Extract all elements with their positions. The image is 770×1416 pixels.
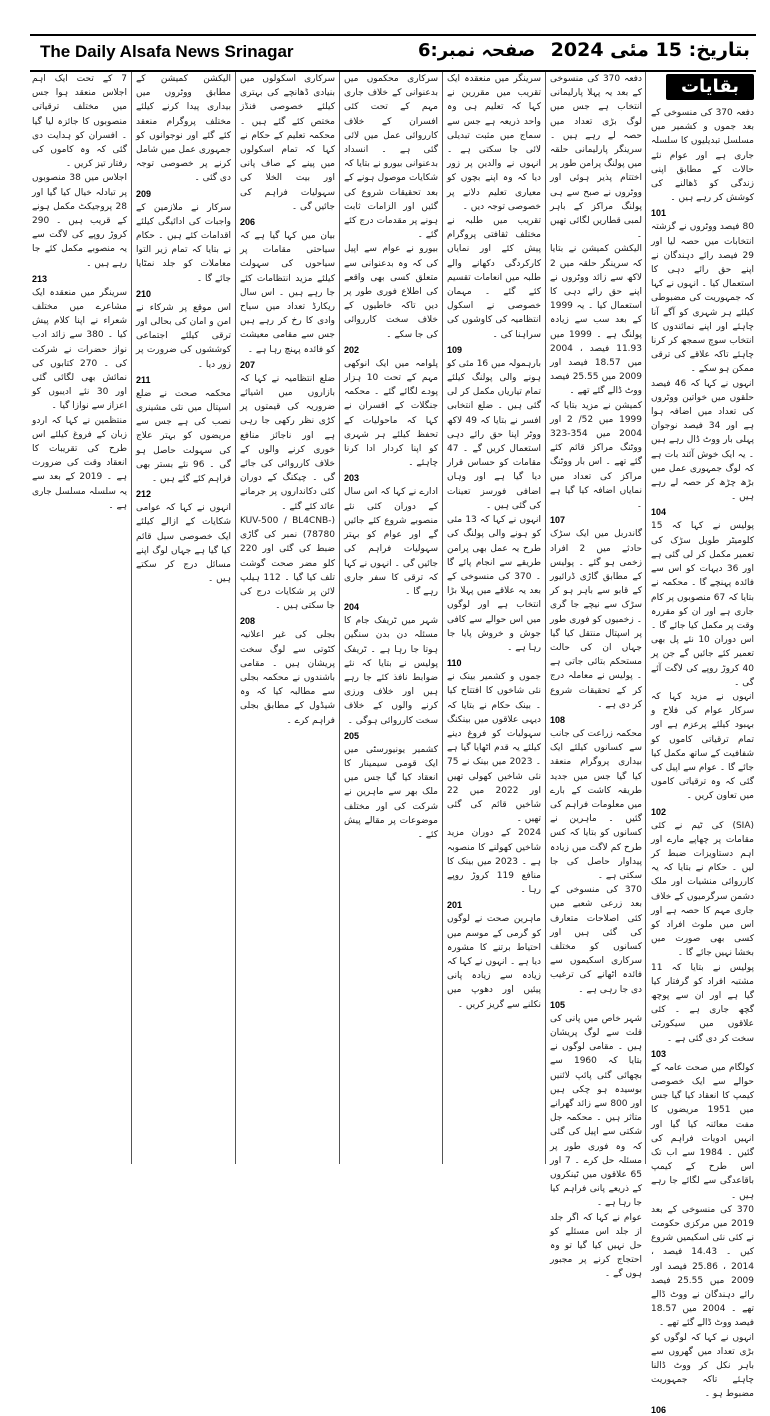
masthead bbox=[30, 34, 756, 72]
article-paragraph: الیکشن کمیشن نے بتایا کہ سرینگر حلقہ میں 2 لاکھ سے زائد ووٹروں نے اپنے حق رائے دہی کا استعمال کیا ۔ یہ 1999 کے بعد سب سے زیادہ پولنگ ہے ۔ 1999 میں 11.93 فیصد ، 2004 میں 18.57 فیصد اور 2009 میں 25.55 فیصد ووٹ ڈالے گئے تھے ۔ bbox=[550, 244, 643, 397]
article-paragraph: سرکار نے ملازمین کے واجبات کی ادائیگی کیلئے اقدامات کئے ہیں ۔ حکام نے بتایا کہ تمام زیر التوا معاملات کو جلد نمٹایا جائے گا ۔ bbox=[136, 202, 231, 284]
article-paragraph: دفعہ 370 کی منسوخی کے بعد یہ پہلا پارلیمانی انتخاب ہے جس میں لوگ بڑی تعداد میں حصہ لے رہے ہیں ۔ سرینگر پارلیمانی حلقہ میں پولنگ پرامن طور پر اختتام پذیر ہوئی اور ووٹروں نے صبح سے ہی پولنگ مراکز کے باہر لمبی قطاریں لگائی تھیں ۔ bbox=[550, 74, 642, 241]
article-number: 203 bbox=[344, 473, 360, 484]
article-paragraph: تقریب میں طلبہ نے مختلف ثقافتی پروگرام پیش کئے اور نمایاں کارکردگی دکھانے والے طلبہ میں انعامات تقسیم کئے گئے ۔ مہمان خصوصی نے اسکول انتظامیہ کی کاوشوں کی سراہنا کی ۔ bbox=[447, 216, 541, 340]
article-paragraph: (KUV-500 / BL4CNB-78780) نمبر کی گاڑی ضبط کی گئی اور 220 کلو مضر صحت گوشت تلف کیا گیا ۔ 112 ہیلپ لائن پر شکایات درج کی جا سکتی ہیں ۔ bbox=[240, 515, 335, 612]
article-paragraph: بیان میں کہا گیا ہے کہ سیاحتی مقامات پر سیاحوں کی سہولت کیلئے مزید انتظامات کئے جا رہے ہیں ۔ اس سال ریکارڈ تعداد میں سیاح وادی کا رخ کر رہے ہیں جس سے مقامی معیشت کو فائدہ پہنچ رہا ہے ۔ bbox=[240, 231, 335, 355]
article-number: 211 bbox=[136, 374, 151, 385]
article-paragraph: جموں و کشمیر بینک نے نئی شاخوں کا افتتاح کیا ۔ بینک حکام نے بتایا کہ دیہی علاقوں میں بینکنگ سہولیات کو فروغ دینے کیلئے یہ قدم اٹھایا گیا ہے ۔ 2023 میں بینک نے 75 نئی شاخیں کھولی تھیں اور 2022 میں 22 شاخیں قائم کی گئی تھیں ۔ bbox=[447, 672, 541, 825]
article-number: 208 bbox=[240, 616, 256, 627]
article-number: 109 bbox=[447, 344, 463, 355]
article-paragraph: ادارے نے کہا کہ اس سال کے دوران کئی نئے منصوبے شروع کئے جائیں گے اور عوام کو بہتر سہولیات فراہم کی جائیں گی ۔ انہوں نے کہا کہ ترقی کا سفر جاری رہے گا ۔ bbox=[344, 487, 438, 597]
column-7 bbox=[32, 72, 127, 1164]
column-1 bbox=[651, 72, 755, 1415]
newspaper-page bbox=[30, 34, 756, 1415]
article-paragraph: الیکشن کمیشن کے مطابق ووٹروں میں بیداری پیدا کرنے کیلئے مختلف پروگرام منعقد کئے گئے اور نوجوانوں کو جمہوری عمل میں شامل کرنے پر خصوصی توجہ دی گئی ۔ bbox=[136, 74, 231, 184]
article-number: 212 bbox=[136, 489, 152, 500]
article-number: 202 bbox=[344, 344, 360, 355]
column-divider bbox=[545, 72, 546, 1164]
article-paragraph: کولگام میں صحت عامہ کے حوالے سے ایک خصوصی کیمپ کا انعقاد کیا گیا جس میں 1951 مریضوں کا مفت معائنہ کیا گیا اور انہیں ادویات فراہم کی گئیں ۔ 1984 سے اب تک اس طرح کے کیمپ باقاعدگی سے لگائے جا رہے ہیں ۔ bbox=[651, 1062, 754, 1201]
article-number: 102 bbox=[651, 806, 667, 817]
article-number: 101 bbox=[651, 208, 667, 219]
article-paragraph: گاندربل میں ایک سڑک حادثے میں 2 افراد زخمی ہو گئے ۔ پولیس کے مطابق گاڑی ڈرائیور کے قابو سے باہر ہو کر سڑک سے نیچے جا گری ۔ زخمیوں کو فوری طور پر اسپتال منتقل کیا گیا جہاں ان کی حالت مستحکم بتائی جاتی ہے ۔ پولیس نے معاملہ درج کر کے تحقیقات شروع کر دی ہے ۔ bbox=[550, 529, 643, 710]
page-number: صفحہ نمبر:6 bbox=[418, 40, 536, 61]
article-paragraph: انہوں نے کہا کہ 46 فیصد حلقوں میں خواتین ووٹروں کی تعداد میں اضافہ ہوا ہے اور 34 فیصد نوجوان پہلی بار ووٹ ڈال رہے ہیں ۔ یہ ایک خوش آئند بات ہے کہ لوگ جمہوری عمل میں بڑھ چڑھ کر حصہ لے رہے ہیں ۔ bbox=[651, 378, 755, 503]
article-paragraph: سرینگر میں منعقدہ ایک مشاعرے میں مختلف شعراء نے اپنا کلام پیش کیا ۔ 380 سے زائد ادب نواز حضرات نے شرکت کی ۔ 270 کتابوں کی نمائش بھی لگائی گئی اور 30 نئے ادیبوں کو اعزاز سے نوازا گیا ۔ bbox=[32, 287, 128, 412]
article-paragraph: ضلع انتظامیہ نے کہا کہ بازاروں میں اشیائے ضروریہ کی قیمتوں پر کڑی نظر رکھی جا رہی ہے اور ناجائز منافع خوری کرنے والوں کے خلاف کارروائی کی جائے گی ۔ چیکنگ کے دوران کئی دکانداروں پر جرمانے عائد کئے گئے ۔ bbox=[240, 373, 335, 512]
newspaper-title: The Daily Alsafa News Srinagar bbox=[40, 42, 294, 61]
article-paragraph: ماہرین صحت نے لوگوں کو گرمی کے موسم میں احتیاط برتنے کا مشورہ دیا ہے ۔ انہوں نے کہا کہ زیادہ سے زیادہ پانی پیئیں اور دھوپ میں نکلنے سے گریز کریں ۔ bbox=[447, 914, 541, 1010]
column-5 bbox=[240, 72, 335, 1164]
article-number: 210 bbox=[136, 288, 152, 299]
column-6 bbox=[136, 72, 231, 1164]
article-number: 104 bbox=[651, 507, 667, 518]
column-2 bbox=[550, 72, 643, 1280]
article-number: 207 bbox=[240, 359, 256, 370]
article-paragraph: 80 فیصد ووٹروں نے گزشتہ انتخابات میں حصہ لیا اور 29 فیصد رائے دہندگان نے اپنے حق رائے دہی کا استعمال کیا ۔ انہوں نے کہا کہ جمہوریت کی مضبوطی کیلئے ہر شہری کو آگے آنا چاہئے اور اپنے نمائندوں کا انتخاب سوچ سمجھ کر کرنا چاہئے تاکہ علاقے کی ترقی ممکن ہو سکے ۔ bbox=[651, 222, 754, 375]
column-divider bbox=[235, 72, 236, 1164]
article-number: 107 bbox=[550, 515, 566, 526]
article-paragraph: سرکاری اسکولوں میں بنیادی ڈھانچے کی بہتری کیلئے خصوصی فنڈز مختص کئے گئے ہیں ۔ محکمہ تعلیم کے حکام نے کہا کہ تمام اسکولوں میں پینے کے صاف پانی اور بیت الخلا کی سہولیات فراہم کی جائیں گی ۔ bbox=[240, 74, 335, 212]
article-paragraph: عوام نے کہا کہ اگر جلد از جلد اس مسئلے کو حل نہیں کیا گیا تو وہ احتجاج کرنے پر مجبور ہوں گے ۔ bbox=[550, 1212, 642, 1280]
column-divider bbox=[131, 72, 132, 1164]
article-paragraph: (SIA) کی ٹیم نے کئی مقامات پر چھاپے مارے اور اہم دستاویزات ضبط کر لیں ۔ حکام نے بتایا کہ یہ کارروائی منشیات اور ملک دشمن سرگرمیوں کے خلاف جاری مہم کا حصہ ہے اور اس میں ملوث افراد کو کسی بھی صورت میں بخشا نہیں جائے گا ۔ bbox=[651, 820, 754, 959]
columns bbox=[30, 72, 756, 1415]
article-paragraph: 7 کے تحت ایک اہم اجلاس منعقد ہوا جس میں مختلف ترقیاتی منصوبوں کا جائزہ لیا گیا ۔ افسران کو ہدایت دی گئی کہ وہ کاموں کی رفتار تیز کریں ۔ bbox=[32, 74, 127, 170]
column-divider bbox=[339, 72, 340, 1164]
article-paragraph: پولیس نے بتایا کہ 11 مشتبہ افراد کو گرفتار کیا گیا ہے اور ان سے پوچھ گچھ جاری ہے ۔ کئی علاقوں میں سیکورٹی سخت کر دی گئی ہے ۔ bbox=[651, 962, 754, 1044]
column-3 bbox=[447, 72, 541, 1164]
article-paragraph: 370 کی منسوخی کے بعد 2019 میں مرکزی حکومت نے کئی نئی اسکیمیں شروع کیں ۔ 14.43 فیصد ، 2014 ، 25.86 فیصد اور 2009 میں 25.55 فیصد رائے دہندگان نے ووٹ ڈالے تھے ۔ 2004 میں 18.57 فیصد ووٹ ڈالے گئے تھے ۔ bbox=[651, 1204, 755, 1329]
article-paragraph: دفعہ 370 کی منسوخی کے بعد جموں و کشمیر میں مسلسل تبدیلیوں کا سلسلہ جاری ہے اور عوام نئے حالات کے مطابق اپنی زندگی کو ڈھالنے کی کوشش کر رہے ہیں ۔ bbox=[651, 108, 754, 204]
article-paragraph: کشمیر یونیورسٹی میں ایک قومی سیمینار کا انعقاد کیا گیا جس میں ملک بھر سے ماہرین نے شرکت کی اور مختلف موضوعات پر مقالے پیش کئے ۔ bbox=[344, 744, 438, 840]
article-paragraph: پولیس نے کہا کہ 15 کلومیٹر طویل سڑک کی تعمیر مکمل کر لی گئی ہے اور 36 دیہات کو اس سے فائدہ پہنچے گا ۔ محکمہ نے بتایا کہ 67 منصوبوں پر کام جاری ہے اور ان کو مقررہ وقت پر مکمل کیا جائے گا ۔ اس دوران 10 نئے پل بھی تعمیر کئے جائیں گے جن پر 40 کروڑ روپے کی لاگت آئے گی ۔ bbox=[651, 521, 754, 688]
article-paragraph: اجلاس میں 38 منصوبوں پر تبادلہ خیال کیا گیا اور 28 پروجیکٹ مکمل ہونے کے قریب ہیں ۔ 290 کروڑ روپے کی لاگت سے یہ منصوبے مکمل کئے جا رہے ہیں ۔ bbox=[32, 173, 127, 269]
column-4 bbox=[344, 72, 438, 1164]
article-paragraph: پلوامہ میں ایک انوکھی مہم کے تحت 10 ہزار پودے لگائے گئے ۔ محکمہ جنگلات کے افسران نے کہا کہ ماحولیات کے تحفظ کیلئے ہر شہری کو اپنا کردار ادا کرنا چاہئے ۔ bbox=[344, 358, 438, 469]
article-paragraph: سرینگر میں منعقدہ ایک تقریب میں مقررین نے کہا کہ تعلیم ہی وہ واحد ذریعہ ہے جس سے سماج میں مثبت تبدیلی لائی جا سکتی ہے ۔ انہوں نے والدین پر زور دیا کہ وہ اپنے بچوں کو معیاری تعلیم دلانے پر خصوصی توجہ دیں ۔ bbox=[447, 74, 541, 212]
article-paragraph: محکمہ زراعت کی جانب سے کسانوں کیلئے ایک بیداری پروگرام منعقد کیا گیا جس میں جدید طریقہ کاشت کے بارے میں معلومات فراہم کی گئیں ۔ ماہرین نے کسانوں کو بتایا کہ کس طرح کم لاگت میں زیادہ پیداوار حاصل کی جا سکتی ہے ۔ bbox=[550, 728, 642, 881]
article-paragraph: سرکاری محکموں میں بدعنوانی کے خلاف جاری مہم کے تحت کئی افسران کے خلاف کارروائی عمل میں لائی گئی ہے ۔ انسداد بدعنوانی بیورو نے بتایا کہ شکایات موصول ہونے کے بعد تحقیقات شروع کی گئیں اور الزامات ثابت ہونے پر مقدمات درج کئے گئے ۔ bbox=[344, 74, 438, 241]
article-number: 206 bbox=[240, 217, 256, 228]
article-number: 103 bbox=[651, 1048, 667, 1059]
article-paragraph: انہوں نے کہا کہ 13 مئی کو ہونے والی پولنگ کی طرح یہ عمل بھی پرامن طریقے سے انجام پائے گا ۔ 370 کی منسوخی کے بعد یہ علاقے میں پہلا بڑا انتخاب ہے اور لوگوں میں اس حوالے سے کافی جوش و خروش پایا جا رہا ہے ۔ bbox=[447, 515, 541, 653]
article-number: 205 bbox=[344, 730, 360, 741]
article-paragraph: محکمہ صحت نے ضلع اسپتال میں نئی مشینری نصب کی ہے جس سے مریضوں کو بہتر علاج کی سہولت حاصل ہو گی ۔ 96 نئے بستر بھی فراہم کئے گئے ہیں ۔ bbox=[136, 388, 232, 485]
article-number: 108 bbox=[550, 714, 566, 725]
article-number: 204 bbox=[344, 602, 360, 613]
article-paragraph: بیورو نے عوام سے اپیل کی کہ وہ بدعنوانی سے متعلق کسی بھی واقعے کی اطلاع فوری طور پر دیں تاکہ خاطیوں کے خلاف سخت کارروائی کی جا سکے ۔ bbox=[344, 244, 438, 340]
article-paragraph: انہوں نے کہا کہ لوگوں کو بڑی تعداد میں گھروں سے باہر نکل کر ووٹ ڈالنا چاہئے تاکہ جمہوریت مضبوط ہو ۔ bbox=[651, 1332, 754, 1400]
publication-date: بتاریخ: 15 مئی 2024 bbox=[550, 39, 750, 61]
column-divider bbox=[645, 72, 646, 1164]
article-paragraph: انہوں نے کہا کہ عوامی شکایات کے ازالے کیلئے ایک خصوصی سیل قائم کیا گیا ہے جہاں لوگ اپنے مسائل درج کر سکتے ہیں ۔ bbox=[136, 503, 231, 585]
article-paragraph: 2024 کے دوران مزید شاخیں کھولنے کا منصوبہ ہے ۔ 2023 میں بینک کا منافع 119 کروڑ روپے رہا ۔ bbox=[447, 828, 541, 896]
article-number: 209 bbox=[136, 188, 152, 199]
section-title: بقایات bbox=[666, 74, 754, 100]
article-paragraph: شہر میں ٹریفک جام کا مسئلہ دن بدن سنگین ہوتا جا رہا ہے ۔ ٹریفک پولیس نے بتایا کہ نئے ضوابط نافذ کئے جا رہے ہیں اور خلاف ورزی کرنے والوں کے خلاف سخت کارروائی ہوگی ۔ bbox=[344, 616, 438, 726]
article-paragraph: انہوں نے مزید کہا کہ سرکار عوام کی فلاح و بہبود کیلئے پرعزم ہے اور تمام ترقیاتی کاموں کو شفافیت کے ساتھ مکمل کیا جائے گا ۔ عوام سے اپیل کی گئی کہ وہ ترقیاتی کاموں میں تعاون کریں ۔ bbox=[651, 691, 754, 802]
article-paragraph: شہر خاص میں پانی کی قلت سے لوگ پریشان ہیں ۔ مقامی لوگوں نے بتایا کہ 1960 سے بچھائی گئی پائپ لائنیں بوسیدہ ہو چکی ہیں اور 800 سے زائد گھرانے متاثر ہیں ۔ محکمہ جل شکتی سے اپیل کی گئی کہ وہ فوری طور پر مسئلہ حل کرے ۔ 7 اور 65 علاقوں میں ٹینکروں کے ذریعے پانی فراہم کیا جا رہا ہے ۔ bbox=[550, 1013, 642, 1209]
article-number: 110 bbox=[447, 658, 462, 669]
column-divider bbox=[442, 72, 443, 1164]
article-paragraph: بجلی کی غیر اعلانیہ کٹوتی سے لوگ سخت پریشان ہیں ۔ مقامی باشندوں نے محکمہ بجلی سے مطالبہ کیا کہ وہ شیڈول کے مطابق بجلی فراہم کرے ۔ bbox=[240, 630, 335, 726]
article-paragraph: 370 کی منسوخی کے بعد زرعی شعبے میں کئی اصلاحات متعارف کی گئی ہیں اور کسانوں کو مختلف سرکاری اسکیموں سے فائدہ اٹھانے کی ترغیب دی جا رہی ہے ۔ bbox=[550, 885, 642, 995]
article-number: 213 bbox=[32, 273, 48, 284]
article-number: 105 bbox=[550, 999, 566, 1010]
article-number: 106 bbox=[651, 1404, 667, 1415]
article-number: 201 bbox=[447, 900, 463, 911]
article-paragraph: کمیشن نے مزید بتایا کہ 1999 میں 52/ 2 اور 2004 میں 354-323 ووٹنگ مراکز قائم کئے گئے تھے ۔ اس بار ووٹنگ مراکز کی تعداد میں نمایاں اضافہ کیا گیا ہے ۔ bbox=[550, 400, 642, 511]
article-paragraph: بارہمولہ میں 16 مئی کو ہونے والی پولنگ کیلئے تمام تیاریاں مکمل کر لی گئی ہیں ۔ ضلع انتخابی افسر نے بتایا کہ 49 لاکھ ووٹر اپنا حق رائے دہی استعمال کریں گے ۔ 47 مقامات کو حساس قرار دیا گیا ہے اور وہاں اضافی فورسز تعینات کی گئی ہیں ۔ bbox=[446, 358, 541, 511]
article-paragraph: منتظمین نے کہا کہ اردو زبان کے فروغ کیلئے اس طرح کی تقریبات کا انعقاد وقت کی ضرورت ہے ۔ 2019 کے بعد سے یہ سلسلہ مسلسل جاری ہے ۔ bbox=[32, 415, 127, 511]
article-paragraph: اس موقع پر شرکاء نے امن و امان کی بحالی اور ترقی کیلئے اجتماعی کوششوں کی ضرورت پر زور دیا ۔ bbox=[136, 302, 231, 370]
